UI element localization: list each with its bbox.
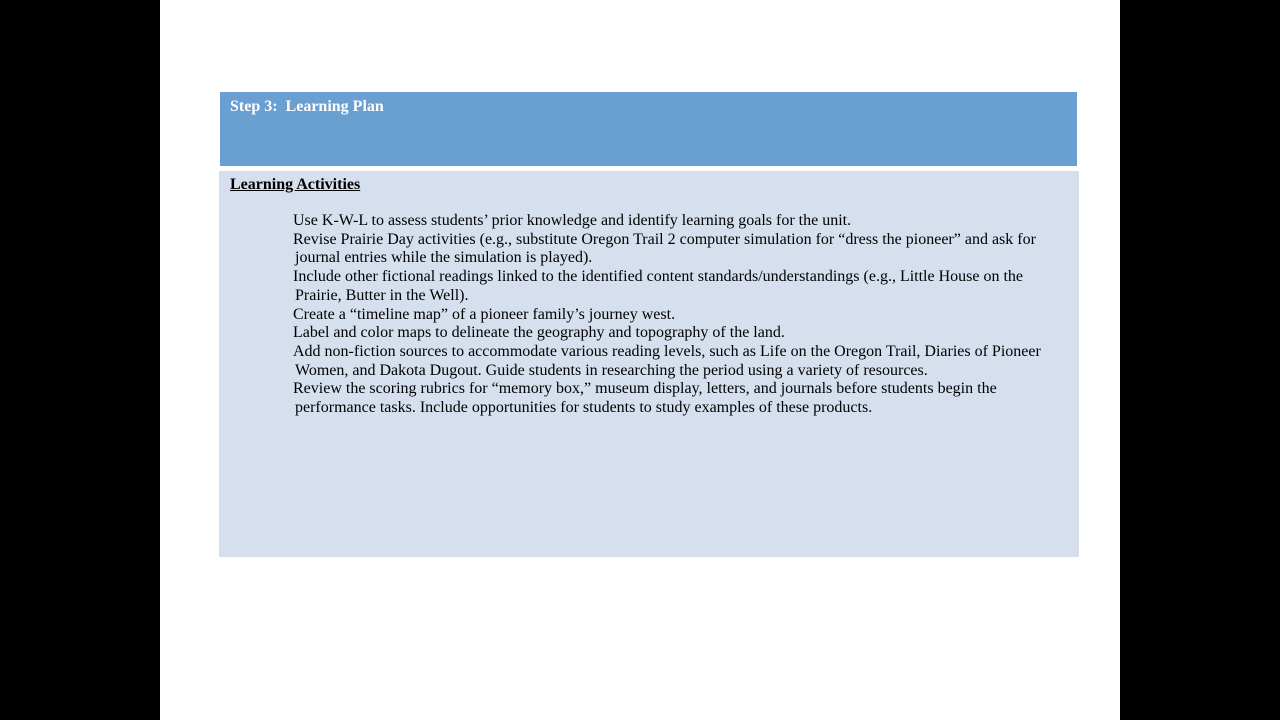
activity-item: Review the scoring rubrics for “memory box,” museum display, letters, and journals before students begin the performance tasks. Include opportunities for students to study examples of these products. [293, 380, 997, 417]
learning-activities-heading: Learning Activities [230, 176, 361, 193]
activity-item: Add non-fiction sources to accommodate various reading levels, such as Life on the Oregon Trail, Diaries of Pioneer Women, and Dakota Dugout. Guide students in researching the period using a variety of resources. [293, 342, 1041, 379]
activity-item: Label and color maps to delineate the geography and topography of the land. [293, 324, 785, 342]
learning-plan-header [220, 92, 1077, 166]
activities-list [230, 212, 1068, 418]
activity-item: Use K-W-L to assess students’ prior knowledge and identify learning goals for the unit. [293, 212, 852, 229]
activity-item: Include other fictional readings linked to the identified content standards/understandings (e.g., Little House on the Prairie, Butter in the Well). [293, 268, 1024, 304]
step-title: Step 3: Learning Plan [230, 98, 384, 115]
slide [160, 0, 1120, 720]
activity-item: Create a “timeline map” of a pioneer family’s journey west. [293, 305, 676, 323]
activity-item: Revise Prairie Day activities (e.g., substitute Oregon Trail 2 computer simulation for “dress the pioneer” and ask for journal entries while the simulation is played). [293, 230, 1036, 267]
learning-activities-cell [219, 171, 1079, 557]
